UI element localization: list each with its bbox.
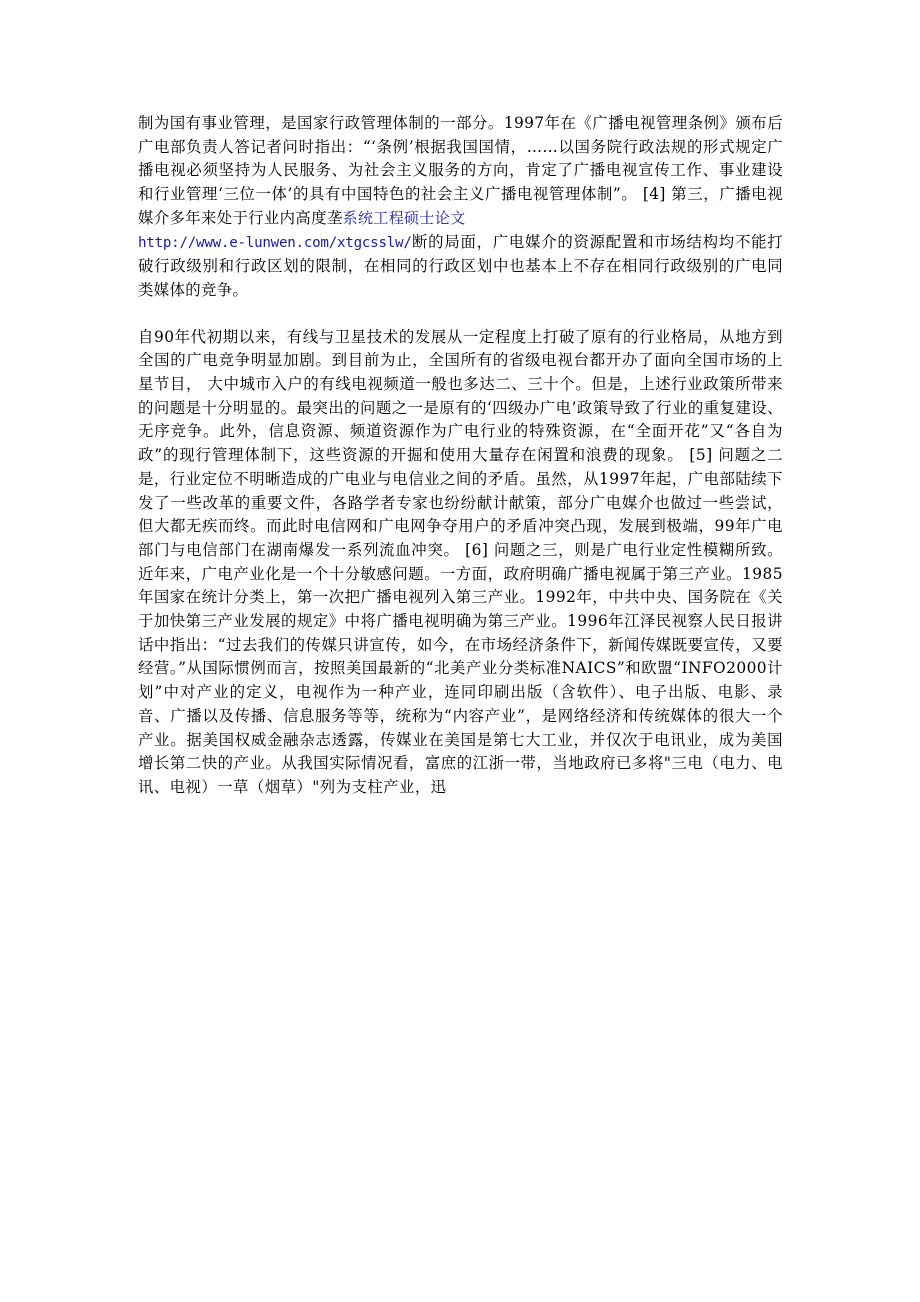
paragraph-1 — [138, 112, 783, 303]
thesis-url-link[interactable]: http://www.e-lunwen.com/xtgcsslw/ — [138, 234, 412, 251]
paragraph-2: 自90年代初期以来，有线与卫星技术的发展从一定程度上打破了原有的行业格局，从地方到全国的广电竞争明显加剧。到目前为止，全国所有的省级电视台都开办了面向全国市场的上星节目， 大中城市入户的有线电视频道一般也多达二、三十个。但是，上述行业政策所带来的问题是十分明显的。最突出的问题之一是原有的‘四级办广电’政策导致了行业的重复建设、无序竞争。此外，信息资源、频道资源作为广电行业的特殊资源，在“全面开花”又“各自为政”的现行管理体制下，这些资源的开掘和使用大量存在闲置和浪费的现象。 [5] 问题之二是，行业定位不明晰造成的广电业与电信业之间的矛盾。虽然，从1997年起，广电部陆续下发了一些改革的重要文件，各路学者专家也纷纷献计献策，部分广电媒介也做过一些尝试，但大都无疾而终。而此时电信网和广电网争夺用户的矛盾冲突凸现，发展到极端，99年广电部门与电信部门在湖南爆发一系列流血冲突。 [6] 问题之三，则是广电行业定性模糊所致。近年来，广电产业化是一个十分敏感问题。一方面，政府明确广播电视属于第三产业。1985年国家在统计分类上，第一次把广播电视列入第三产业。1992年，中共中央、国务院在《关于加快第三产业发展的规定》中将广播电视明确为第三产业。1996年江泽民视察人民日报讲话中指出：“过去我们的传媒只讲宣传，如今，在市场经济条件下，新闻传媒既要宣传，又要经营。”从国际惯例而言，按照美国最新的“北美产业分类标准NAICS”和欧盟“INFO2000计划”中对产业的定义，电视作为一种产业，连同印刷出版（含软件）、电子出版、电影、录音、广播以及传播、信息服务等等，统称为“内容产业”，是网络经济和传统媒体的很大一个产业。据美国权威金融杂志透露，传媒业在美国是第七大工业，并仅次于电讯业，成为美国增长第二快的产业。从我国实际情况看，富庶的江浙一带，当地政府已多将"三电（电力、电讯、电视）一草（烟草）"列为支柱产业，迅 — [138, 327, 783, 796]
document-page — [138, 112, 783, 800]
paragraph-1-text-start: 制为国有事业管理，是国家行政管理体制的一部分。1997年在《广播电视管理条例》颁布后广电部负责人答记者问时指出：“‘条例’根据我国国情，……以国务院行政法规的形式规定广播电视必须坚持为人民服务、为社会主义服务的方向，肯定了广播电视宣传工作、事业建设和行业管理‘三位一体’的具有中国特色的社会主义广播电视管理体制”。 [4] 第三，广播电视媒介多年来处于行业内高度垄 — [138, 114, 783, 227]
thesis-title-link[interactable]: 系统工程硕士论文 — [342, 208, 466, 227]
paragraph-1-text-end: 断的局面，广电媒介的资源配置和市场结构均不能打破行政级别和行政区划的限制，在相同的行政区划中也基本上不存在相同行政级别的广电同类媒体的竞争。 — [138, 232, 783, 299]
